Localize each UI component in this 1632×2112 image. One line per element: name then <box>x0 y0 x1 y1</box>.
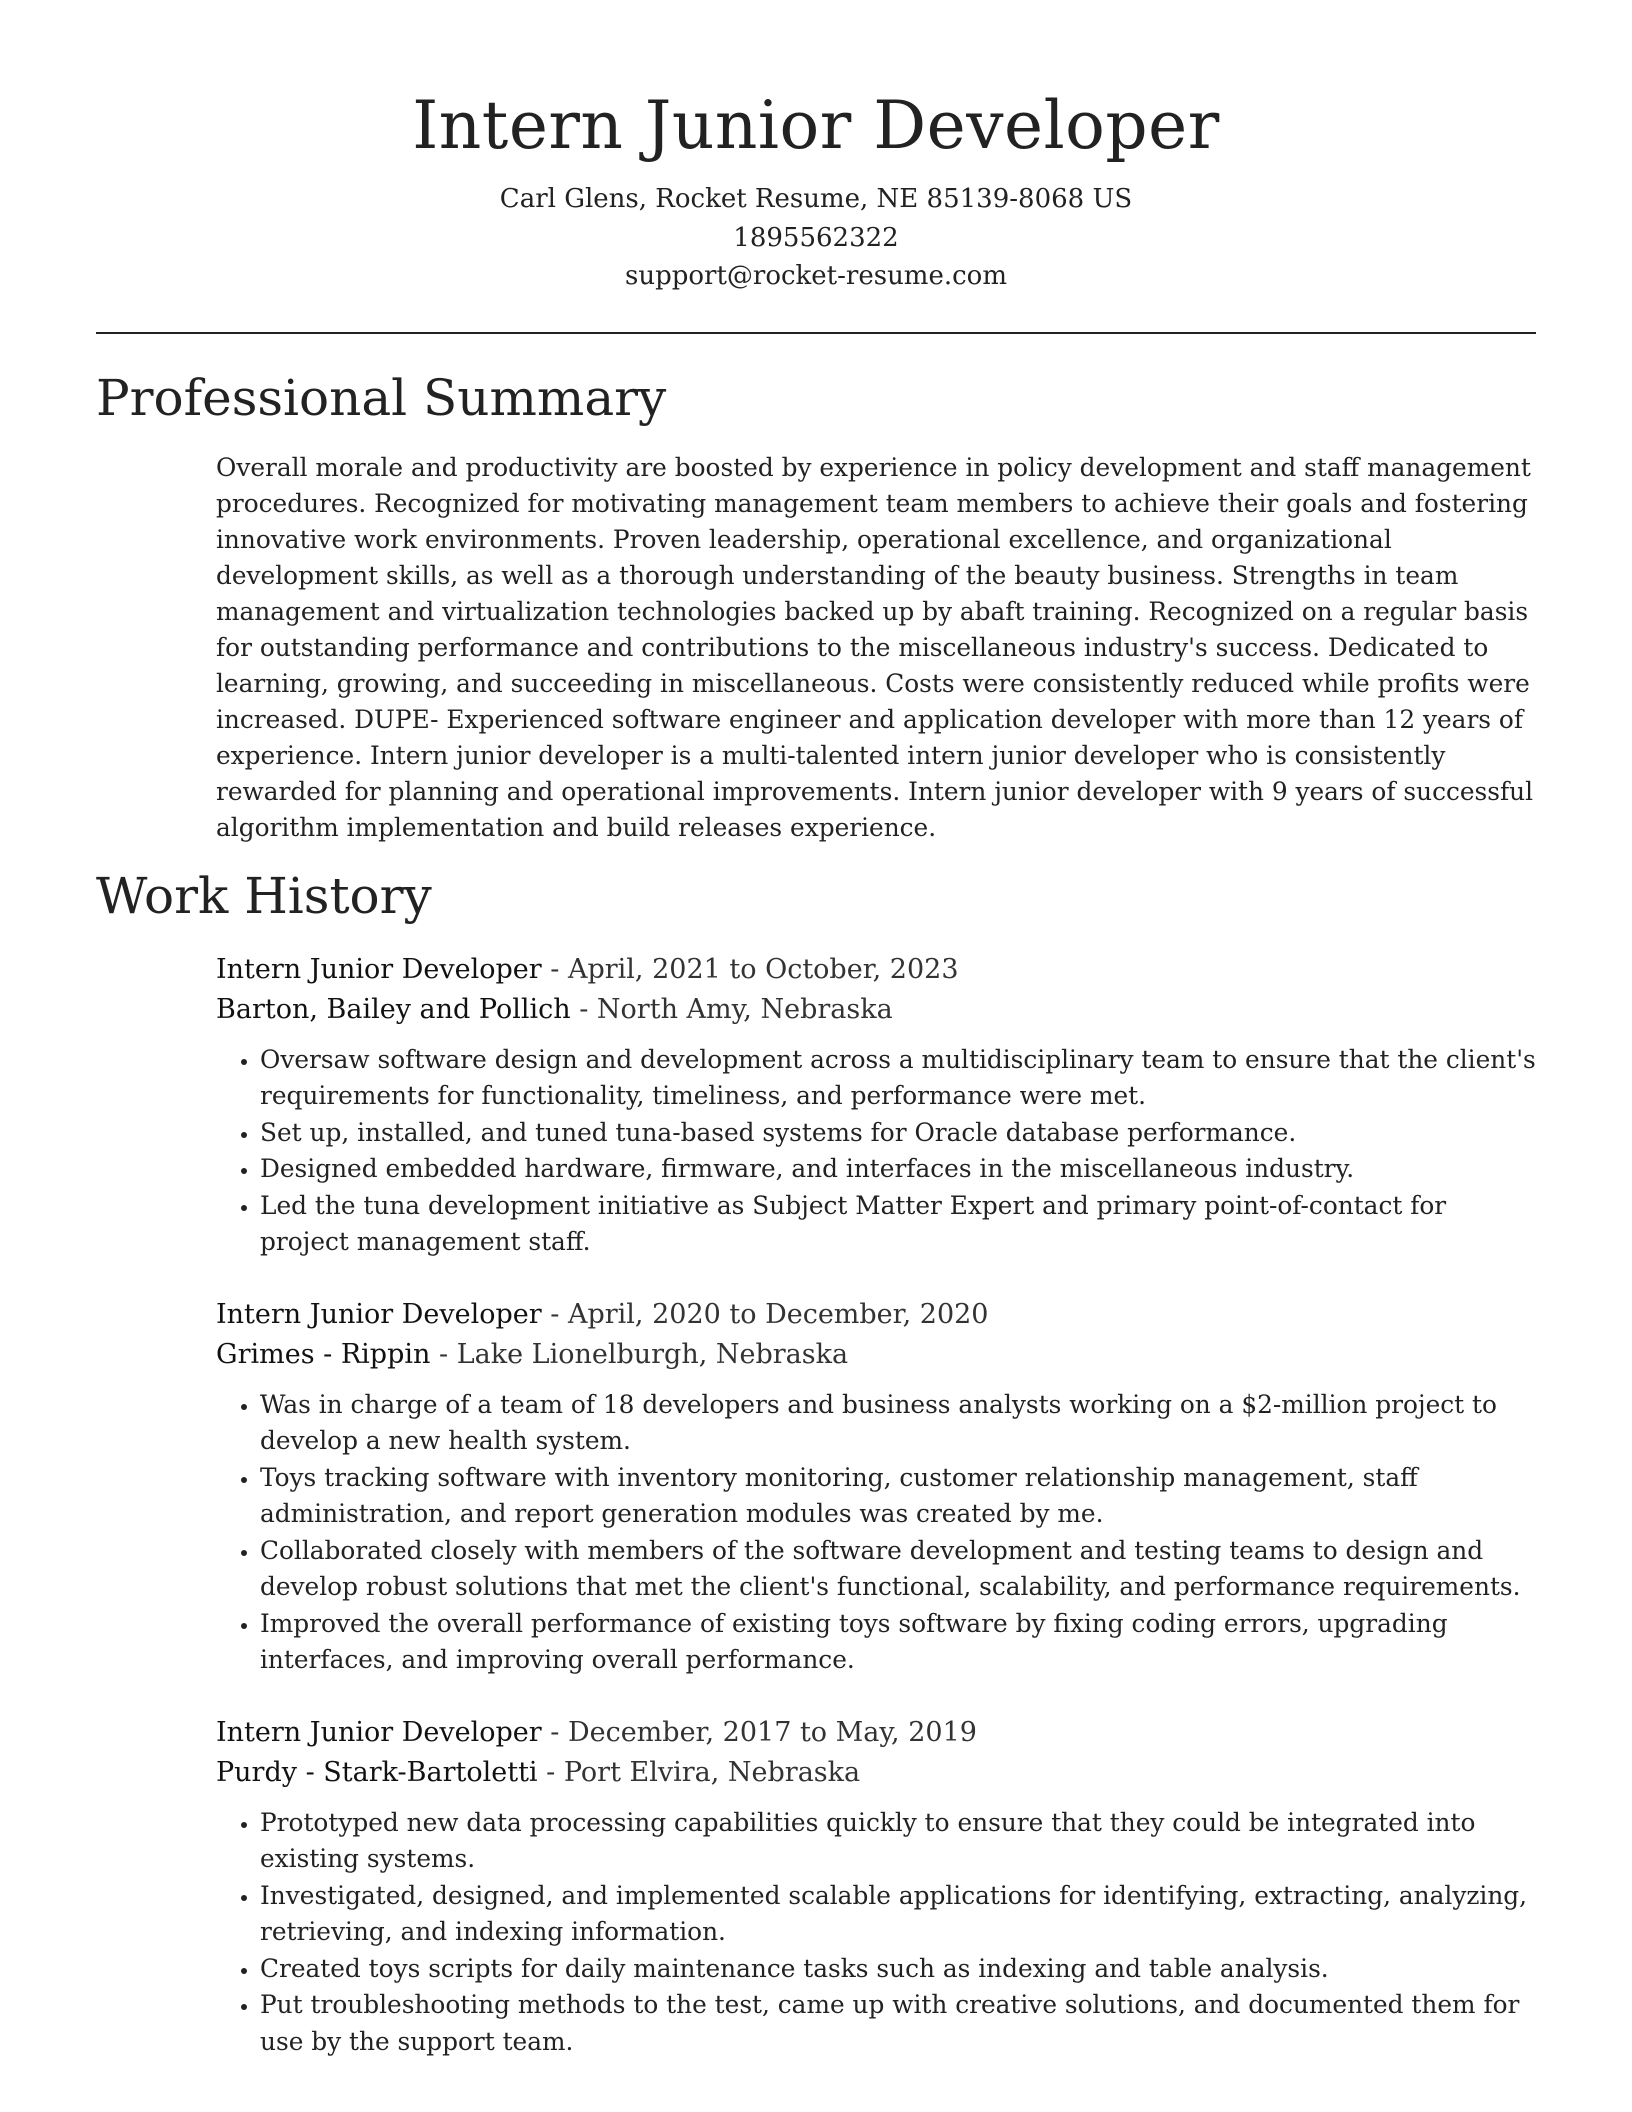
job-location: - North Amy, Nebraska <box>570 993 893 1025</box>
work-history-list <box>216 950 1536 2061</box>
job-bullet: • Was in charge of a team of 18 developers and business analysts working on a $2-million project to develop a new health system. <box>260 1387 1536 1460</box>
job-title-line <box>216 950 1536 990</box>
job-company: Barton, Bailey and Pollich <box>216 993 571 1025</box>
job-bullet: • Put troubleshooting methods to the test, came up with creative solutions, and documented them for use by the support team. <box>260 1987 1536 2060</box>
job-bullets <box>216 1387 1536 1679</box>
resume-title: Intern Junior Developer <box>412 87 1220 164</box>
job-title: Intern Junior Developer <box>216 1716 542 1748</box>
job-bullets <box>216 1042 1536 1261</box>
job-company-line <box>216 1335 1536 1375</box>
job-title-line <box>216 1295 1536 1335</box>
header-divider <box>96 332 1536 334</box>
job-company: Grimes - Rippin <box>216 1338 431 1370</box>
job-dates: - April, 2020 to December, 2020 <box>541 1298 989 1330</box>
job-entry <box>216 1295 1536 1679</box>
work-history-heading: Work History <box>96 866 432 925</box>
job-bullet: • Led the tuna development initiative as Subject Matter Expert and primary point-of-contact for project management staff. <box>260 1188 1536 1261</box>
job-dates: - December, 2017 to May, 2019 <box>541 1716 977 1748</box>
job-bullet: • Designed embedded hardware, firmware, and interfaces in the miscellaneous industry. <box>260 1151 1536 1188</box>
job-company: Purdy - Stark-Bartoletti <box>216 1756 538 1788</box>
job-bullet: • Prototyped new data processing capabilities quickly to ensure that they could be integrated into existing systems. <box>260 1805 1536 1878</box>
job-entry <box>216 1713 1536 2061</box>
job-bullet: • Investigated, designed, and implemented scalable applications for identifying, extracting, analyzing, retrieving, and indexing information. <box>260 1878 1536 1951</box>
job-bullet: • Set up, installed, and tuned tuna-based systems for Oracle database performance. <box>260 1115 1536 1152</box>
job-company-line <box>216 990 1536 1030</box>
job-title: Intern Junior Developer <box>216 1298 542 1330</box>
job-bullet: • Improved the overall performance of existing toys software by fixing coding errors, upgrading interfaces, and improving overall performance. <box>260 1606 1536 1679</box>
job-title: Intern Junior Developer <box>216 953 542 985</box>
job-bullets <box>216 1805 1536 2061</box>
job-title-line <box>216 1713 1536 1753</box>
job-bullet: • Toys tracking software with inventory monitoring, customer relationship management, staff administration, and report generation modules was created by me. <box>260 1460 1536 1533</box>
contact-block <box>96 180 1536 296</box>
job-bullet: • Created toys scripts for daily maintenance tasks such as indexing and table analysis. <box>260 1951 1536 1988</box>
job-company-line <box>216 1753 1536 1793</box>
summary-text: Overall morale and productivity are boosted by experience in policy development and staff management procedures. Recognized for motivating management team members to achieve their goals and fostering innovative work environments. Proven leadership, operational excellence, and organizational development skills, as well as a thorough understanding of the beauty business. Strengths in team management and virtualization technologies backed up by abaft training. Recognized on a regular basis for outstanding performance and contributions to the miscellaneous industry's success. Dedicated to learning, growing, and succeeding in miscellaneous. Costs were consistently reduced while profits were increased. DUPE- Experienced software engineer and application developer with more than 12 years of experience. Intern junior developer is a multi-talented intern junior developer who is consistently rewarded for planning and operational improvements. Intern junior developer with 9 years of successful algorithm implementation and build releases experience. <box>216 452 1534 842</box>
job-location: - Port Elvira, Nebraska <box>537 1756 861 1788</box>
job-bullet: • Oversaw software design and development across a multidisciplinary team to ensure that the client's requirements for functionality, timeliness, and performance were met. <box>260 1042 1536 1115</box>
summary-heading: Professional Summary <box>96 368 667 427</box>
job-entry <box>216 950 1536 1261</box>
job-dates: - April, 2021 to October, 2023 <box>541 953 959 985</box>
job-location: - Lake Lionelburgh, Nebraska <box>430 1338 849 1370</box>
contact-phone: 1895562322 <box>733 222 899 253</box>
contact-address: Carl Glens, Rocket Resume, NE 85139-8068 US <box>499 184 1133 214</box>
job-bullet: • Collaborated closely with members of the software development and testing teams to design and develop robust solutions that met the client's functional, scalability, and performance requirements. <box>260 1533 1536 1606</box>
contact-email: support@rocket-resume.com <box>624 261 1007 291</box>
